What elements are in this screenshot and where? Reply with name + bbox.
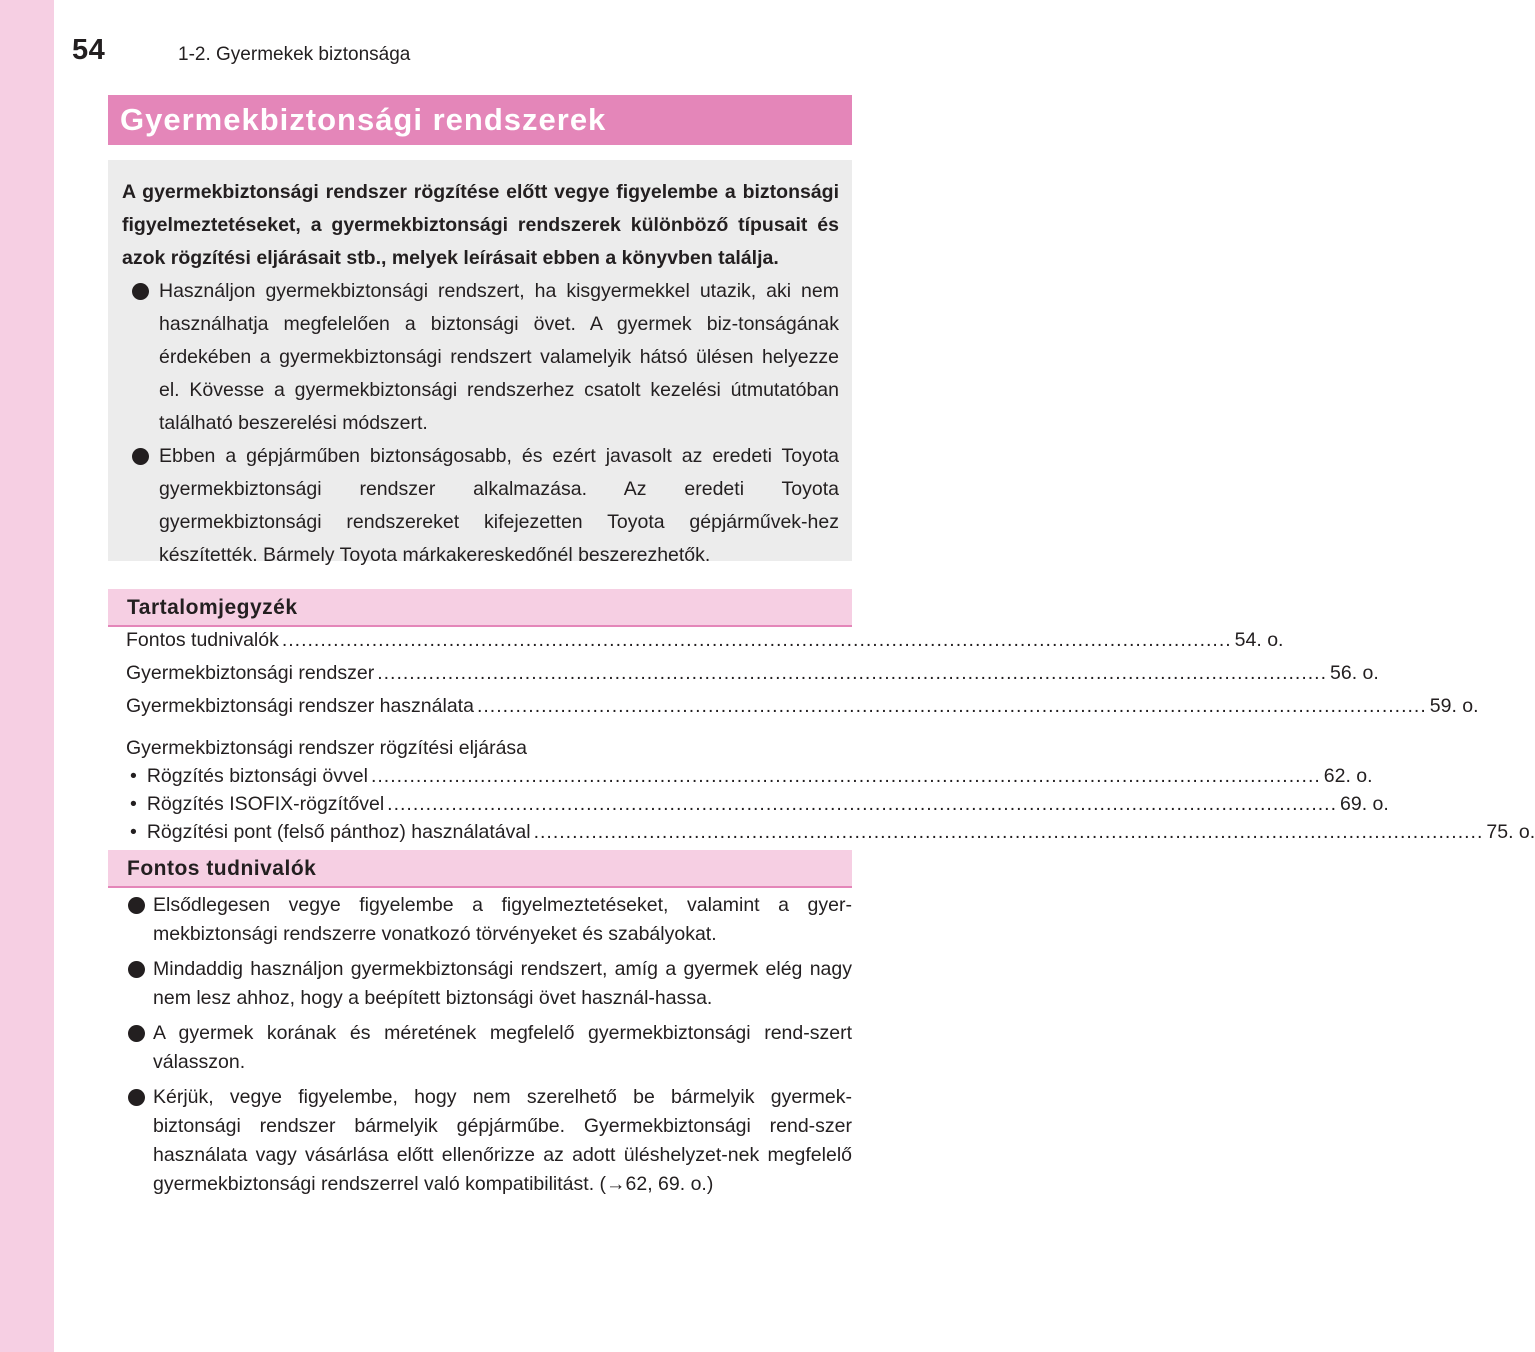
toc-entry-page: 56. o. [1330, 662, 1379, 684]
intro-box [108, 160, 852, 566]
bullet-dot-icon [128, 961, 145, 978]
toc-sub-entry[interactable] [126, 793, 1389, 821]
toc-leader: .................................................................................................................................................... [281, 629, 1232, 651]
toc-leader: .................................................................................................................................................... [370, 765, 1321, 787]
toc-entry-page: 75. o. [1486, 821, 1535, 843]
toc-entry-page: 54. o. [1234, 629, 1284, 651]
bullet-dot-icon [132, 448, 149, 465]
toc-sub-entry[interactable] [126, 765, 1373, 793]
bullet-dot-icon [132, 283, 149, 300]
toc-header [108, 589, 852, 627]
toc-entry[interactable] [126, 629, 1284, 662]
bullet-dot-icon [128, 897, 145, 914]
table-of-contents [126, 629, 1535, 849]
bullet-dot-icon [128, 1089, 145, 1106]
section-title: Gyermekbiztonsági rendszerek [120, 102, 607, 137]
notes-bullet [108, 955, 852, 1013]
toc-entry-label: • Rögzítési pont (felső pánthoz) használatával [126, 821, 531, 844]
notes-list [108, 891, 852, 1205]
intro-bullet-text: Használjon gyermekbiztonsági rendszert, ha kisgyermekkel utazik, aki nem használhatja megfelelően a biztonsági övet. A gyermek biz-tonságának érdekében a gyermekbiztonsági rendszert valamelyik hátsó ülésen helyezze el. Kövesse a gyermekbiztonsági rendszerhez csatolt kezelési útmutatóban található beszerelési módszert. [159, 280, 839, 434]
page-edge-tab [0, 0, 54, 1352]
toc-title: Tartalomjegyzék [127, 596, 298, 619]
toc-leader: .................................................................................................................................................... [476, 695, 1427, 717]
toc-entry-label: • Rögzítés biztonsági övvel [126, 765, 368, 788]
notes-bullet [108, 1019, 852, 1077]
intro-bullet [122, 275, 839, 440]
toc-entry-label: • Rögzítés ISOFIX-rögzítővel [126, 793, 384, 816]
toc-entry[interactable] [126, 662, 1379, 695]
toc-sub-entry[interactable] [126, 821, 1535, 849]
toc-entry-page: 62. o. [1323, 765, 1373, 787]
bullet-dot-icon [128, 1025, 145, 1042]
notes-bullet-text: Kérjük, vegye figyelembe, hogy nem szerelhető be bármelyik gyermek-biztonsági rendszer bármelyik gépjárműbe. Gyermekbiztonsági rend-szer használata vagy vásárlása előtt ellenőrizze az adott üléshelyzet-nek megfelelő gyermekbiztonsági rendszerrel való kompatibilitást. (→62, 69. o.) [153, 1086, 852, 1195]
notes-bullet-text: Mindaddig használjon gyermekbiztonsági rendszert, amíg a gyermek elég nagy nem lesz ahhoz, hogy a beépített biztonsági övet használ-hassa. [153, 958, 852, 1009]
toc-entry-label: Gyermekbiztonsági rendszer [126, 662, 375, 684]
toc-entry-label: Fontos tudnivalók [126, 629, 279, 651]
toc-entry-page: 69. o. [1340, 793, 1389, 815]
toc-group-heading: Gyermekbiztonsági rendszer rögzítési eljárása [126, 737, 528, 759]
section-title-banner [108, 95, 852, 145]
intro-lead: A gyermekbiztonsági rendszer rögzítése előtt vegye figyelembe a biztonsági figyelmeztetéseket, a gyermekbiztonsági rendszerek különböző típusait és azok rögzítési eljárásait stb., melyek leírásait ebben a könyvben találja. [122, 181, 839, 269]
notes-title: Fontos tudnivalók [127, 857, 317, 880]
page-number: 54 [72, 34, 106, 66]
notes-header [108, 850, 852, 888]
toc-leader: .................................................................................................................................................... [533, 821, 1484, 843]
running-head: 1-2. Gyermekek biztonsága [178, 44, 411, 65]
notes-bullet-text: A gyermek korának és méretének megfelelő gyermekbiztonsági rend-szert válasszon. [153, 1022, 852, 1073]
toc-leader: .................................................................................................................................................... [377, 662, 1328, 684]
intro-bullet-text: Ebben a gépjárműben biztonságosabb, és ezért javasolt az eredeti Toyota gyermekbiztonsági rendszer alkalmazása. Az eredeti Toyota gyermekbiztonsági rendszereket kifejezetten Toyota gépjárművek-hez készítették. Bármely Toyota márkakereskedőnél beszerezhetők. [159, 445, 839, 566]
toc-entry-label: Gyermekbiztonsági rendszer használata [126, 695, 474, 717]
notes-bullet [108, 1083, 852, 1199]
toc-entry[interactable] [126, 695, 1479, 728]
toc-leader: .................................................................................................................................................... [387, 793, 1337, 815]
notes-bullet-text: Elsődlegesen vegye figyelembe a figyelmeztetéseket, valamint a gyer-mekbiztonsági rendszerre vonatkozó törvényeket és szabályokat. [153, 894, 852, 945]
toc-entry-page: 59. o. [1429, 695, 1479, 717]
intro-bullet [122, 440, 839, 572]
notes-bullet [108, 891, 852, 949]
